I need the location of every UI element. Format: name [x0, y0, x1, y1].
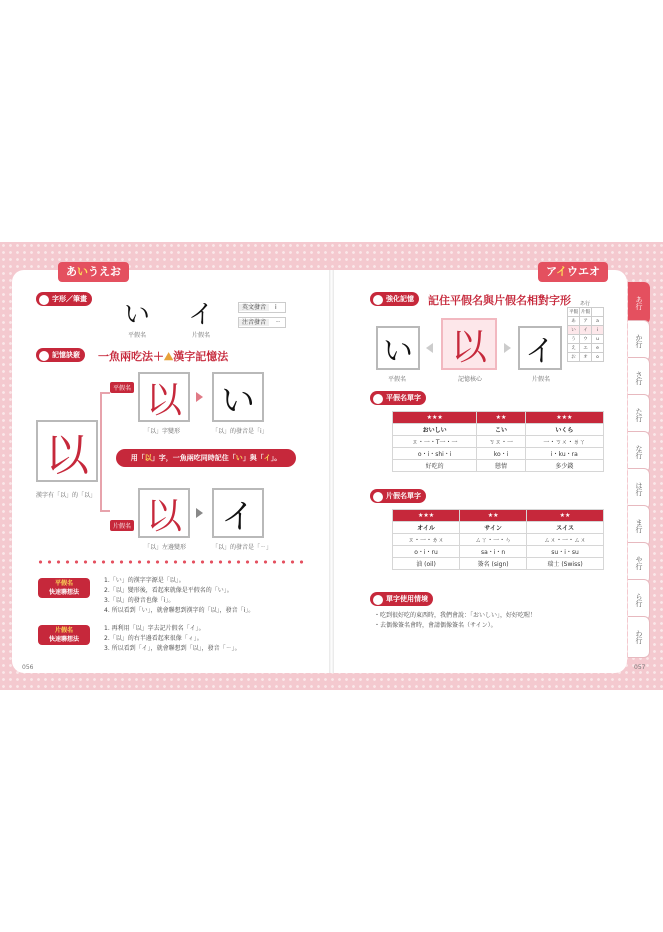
- book-gutter: [329, 270, 334, 673]
- hiragana-tag: 平假名: [110, 382, 134, 393]
- kanji-caption: 漢字有「以」的「以」: [36, 492, 97, 499]
- katakana-words-pill: 片假名單字: [370, 489, 426, 503]
- kata-result-caption: 「以」的發音是「ㄧ」: [212, 544, 273, 551]
- page-number-right: 057: [634, 664, 646, 671]
- hira-note-1: 1.「い」的漢字字源是「以」。: [104, 577, 185, 584]
- stroke-section-pill: 字形／筆畫: [36, 292, 92, 306]
- word-meaning: 好吃的: [393, 460, 477, 472]
- memory-method-title: [98, 348, 228, 364]
- dotted-divider: [36, 560, 306, 564]
- gojuon-cell: e: [592, 344, 604, 353]
- left-page-header: [58, 262, 129, 282]
- gojuon-cell: オ: [580, 353, 592, 362]
- kata-note-2: 2.「以」的右半邊看起來很像「ィ」。: [104, 635, 203, 642]
- gojuon-cell: ア: [580, 317, 592, 326]
- word-kana: いくら: [525, 424, 603, 436]
- hira-result-box: い: [212, 372, 264, 422]
- banner-hi-f: イ: [263, 454, 271, 462]
- reinforce-kata-box: イ: [518, 326, 562, 370]
- memory-title-a: 一魚兩吃法＋: [98, 350, 164, 363]
- gojuon-cell: a: [592, 317, 604, 326]
- word-zhuyin: ㄙㄚ・一・ㄣ: [460, 534, 527, 546]
- word-meaning: 簽名 (sign): [460, 558, 527, 570]
- hira-note-3: 3.「以」的發音也像「i」。: [104, 597, 175, 604]
- word-meaning: 瑞士 (Swiss): [527, 558, 604, 570]
- badge-line-2: 快速聯想法: [48, 636, 79, 643]
- gojuon-cell: i: [592, 326, 604, 335]
- tab-sa-row[interactable]: さ行: [628, 357, 650, 399]
- eng-label: 英文發音: [239, 304, 269, 311]
- header-highlight: イ: [556, 265, 568, 278]
- arrow-right-icon: [504, 343, 511, 353]
- reinforce-kanji-label: 記憶核心: [458, 376, 483, 383]
- hiragana-label: 平假名: [128, 332, 147, 339]
- katakana-words-table: [392, 509, 604, 570]
- hira-note-4: 4. 所以看到「い」，就會聯想到漢字的「以」，發音「i」。: [104, 607, 255, 614]
- mountain-icon: ⛰: [164, 350, 174, 363]
- hira-source-kanji-box: 以: [138, 372, 190, 422]
- header-text: ア: [546, 265, 557, 278]
- banner-hi-d: い: [235, 454, 243, 462]
- star-rating: ★★★: [393, 412, 477, 424]
- header-text-rest: ウエオ: [567, 265, 601, 278]
- zhuyin-value: ㄧ: [274, 319, 281, 326]
- word-romaji: i・ku・ra: [525, 448, 603, 460]
- kata-kanji-caption: 「以」左邊變形: [144, 544, 187, 551]
- hiragana-association-badge: [38, 578, 90, 598]
- gojuon-cell: え: [568, 344, 580, 353]
- right-page-header: [538, 262, 608, 282]
- gojuon-cell: u: [592, 335, 604, 344]
- gojuon-title: あ行: [580, 301, 591, 307]
- usage-pill: 單字使用情境: [370, 592, 433, 606]
- star-rating: ★★: [527, 510, 604, 522]
- star-rating: ★★★: [393, 510, 460, 522]
- word-meaning: 戀情: [477, 460, 525, 472]
- arrow-right-icon: [196, 392, 203, 402]
- gojuon-cell: イ: [580, 326, 592, 335]
- word-zhuyin: ㄡ・一・ㄌㄨ: [393, 534, 460, 546]
- memory-tip-pill: 記憶訣竅: [36, 348, 85, 362]
- header-text: あ: [66, 265, 77, 278]
- gojuon-cell: う: [568, 335, 580, 344]
- kata-note-1: 1. 再利用「以」字去記片假名「イ」。: [104, 625, 205, 632]
- header-text-rest: うえお: [88, 265, 121, 278]
- kata-note-3: 3. 所以看到「イ」，就會聯想到「以」，發音「ㄧ」。: [104, 645, 241, 652]
- banner-text-e: 」與「: [242, 454, 264, 462]
- tab-ma-row[interactable]: ま行: [628, 505, 650, 547]
- reinforce-title: 記住平假名與片假名相對字形: [428, 294, 571, 307]
- hira-kanji-caption: 「以」字變形: [144, 428, 181, 435]
- word-romaji: su・i・su: [527, 546, 604, 558]
- banner-text-a: 用「: [130, 454, 145, 462]
- page-number-left: 056: [22, 664, 34, 671]
- gojuon-cell: ウ: [580, 335, 592, 344]
- eng-value: i: [274, 304, 277, 311]
- katakana-label: 片假名: [192, 332, 211, 339]
- hiragana-words-table: [392, 411, 604, 472]
- memory-title-b: 漢字記憶法: [173, 350, 229, 363]
- banner-hi-b: 以: [144, 454, 152, 462]
- word-zhuyin: ㄎㄡ・一: [477, 436, 525, 448]
- word-meaning: 油 (oil): [393, 558, 460, 570]
- tab-a-row[interactable]: あ行: [628, 282, 650, 324]
- arrow-right-icon: [196, 508, 203, 518]
- word-romaji: o・i・shi・i: [393, 448, 477, 460]
- tab-ra-row[interactable]: ら行: [628, 579, 650, 621]
- branch-connector: [100, 392, 110, 512]
- word-romaji: sa・i・n: [460, 546, 527, 558]
- usage-line-1: ・吃到很好吃的東西時，我們會說：「おいしい」，好好吃喔！: [374, 612, 537, 619]
- arrow-left-icon: [426, 343, 433, 353]
- banner-text-c: 」字，一魚兩吃同時記住「: [151, 454, 236, 462]
- tab-ka-row[interactable]: か行: [628, 320, 650, 362]
- gojuon-cell: o: [592, 353, 604, 362]
- word-zhuyin: ㄡ・一・T一・一: [393, 436, 477, 448]
- gojuon-cell: あ: [568, 317, 580, 326]
- banner-text-g: 」。: [270, 454, 282, 462]
- badge-line-1: 片假名: [54, 627, 73, 634]
- hira-result-caption: 「以」的發音是「i」: [212, 428, 268, 435]
- english-pron-row: [238, 302, 286, 313]
- badge-line-1: 平假名: [54, 580, 73, 587]
- gojuon-cell: い: [568, 326, 580, 335]
- word-zhuyin: 一・ㄎㄨ・ㄌㄚ: [525, 436, 603, 448]
- tab-ta-row[interactable]: た行: [628, 394, 650, 436]
- star-rating: ★★: [460, 510, 527, 522]
- word-meaning: 多少錢: [525, 460, 603, 472]
- tab-na-row[interactable]: な行: [628, 431, 650, 473]
- hira-note-2: 2.「以」變形後，看起來就像是平假名的「い」。: [104, 587, 233, 594]
- word-kana: オイル: [393, 522, 460, 534]
- word-kana: おいしい: [393, 424, 477, 436]
- word-romaji: ko・i: [477, 448, 525, 460]
- word-kana: こい: [477, 424, 525, 436]
- reinforce-pill: 強化記憶: [370, 292, 419, 306]
- zhuyin-label: 注音發音: [239, 319, 269, 326]
- hiragana-words-pill: 平假名單字: [370, 391, 426, 405]
- kata-result-box: イ: [212, 488, 264, 538]
- kata-source-kanji-box: 以: [138, 488, 190, 538]
- gojuon-cell: エ: [580, 344, 592, 353]
- star-rating: ★★★: [525, 412, 603, 424]
- katakana-tag: 片假名: [110, 520, 134, 531]
- reinforce-hira-label: 平假名: [388, 376, 407, 383]
- gojuon-cell: 平假: [568, 308, 580, 317]
- kanji-yi-box: 以: [36, 420, 98, 482]
- gojuon-cell: 片假: [580, 308, 592, 317]
- badge-line-2: 快速聯想法: [48, 589, 79, 596]
- header-highlight: い: [77, 265, 88, 278]
- reinforce-kata-label: 片假名: [532, 376, 551, 383]
- usage-line-2: ・去偶像簽名會時，會請偶像簽名（サイン）。: [374, 622, 497, 629]
- memory-banner: [116, 449, 296, 467]
- word-romaji: o・i・ru: [393, 546, 460, 558]
- reinforce-kanji-box: 以: [441, 318, 497, 370]
- tab-ya-row[interactable]: や行: [628, 542, 650, 584]
- word-kana: サイン: [460, 522, 527, 534]
- tab-wa-row[interactable]: わ行: [628, 616, 650, 658]
- tab-ha-row[interactable]: は行: [628, 468, 650, 510]
- reinforce-hira-box: い: [376, 326, 420, 370]
- katakana-association-badge: [38, 625, 90, 645]
- gojuon-table: [567, 307, 604, 362]
- gojuon-cell: [592, 308, 604, 317]
- gojuon-cell: お: [568, 353, 580, 362]
- katakana-i: イ: [188, 300, 215, 330]
- star-rating: ★★: [477, 412, 525, 424]
- word-zhuyin: ㄙㄨ・一・ㄙㄨ: [527, 534, 604, 546]
- word-kana: スイス: [527, 522, 604, 534]
- hiragana-i: い: [124, 300, 151, 330]
- zhuyin-pron-row: [238, 317, 286, 328]
